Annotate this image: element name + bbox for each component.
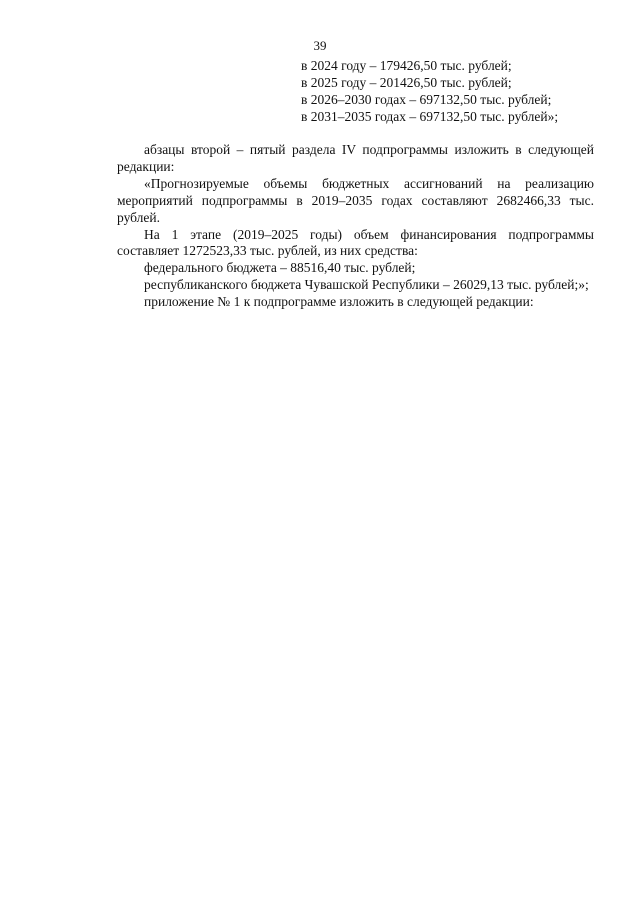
paragraph-total-allocations: «Прогнозируемые объемы бюджетных ассигнований на реализацию мероприятий подпрограммы в 2019–2035 годах составляют 2682466,33 тыс. рублей.: [117, 175, 594, 225]
paragraph-federal-budget: федерального бюджета – 88516,40 тыс. рублей;: [144, 260, 416, 276]
funding-line-2026-2030: в 2026–2030 годах – 697132,50 тыс. рублей;: [301, 91, 552, 107]
paragraph-appendix-instruction: приложение № 1 к подпрограмме изложить в следующей редакции:: [144, 294, 534, 310]
funding-line-2031-2035: в 2031–2035 годах – 697132,50 тыс. рублей»;: [301, 108, 559, 124]
paragraph-republic-budget: республиканского бюджета Чувашской Республики – 26029,13 тыс. рублей;»;: [144, 277, 589, 293]
funding-line-2025: в 2025 году – 201426,50 тыс. рублей;: [301, 74, 512, 90]
document-body: [117, 142, 594, 311]
paragraph-stage-1-funding: На 1 этапе (2019–2025 годы) объем финансирования подпрограммы составляет 1272523,33 тыс. рублей, из них средства:: [117, 226, 594, 259]
page-number: 39: [313, 38, 327, 53]
paragraph-section-iv-instruction: абзацы второй – пятый раздела IV подпрограммы изложить в следующей редакции:: [117, 142, 594, 174]
funding-by-year-list: [301, 58, 601, 126]
funding-line-2024: в 2024 году – 179426,50 тыс. рублей;: [301, 58, 512, 73]
